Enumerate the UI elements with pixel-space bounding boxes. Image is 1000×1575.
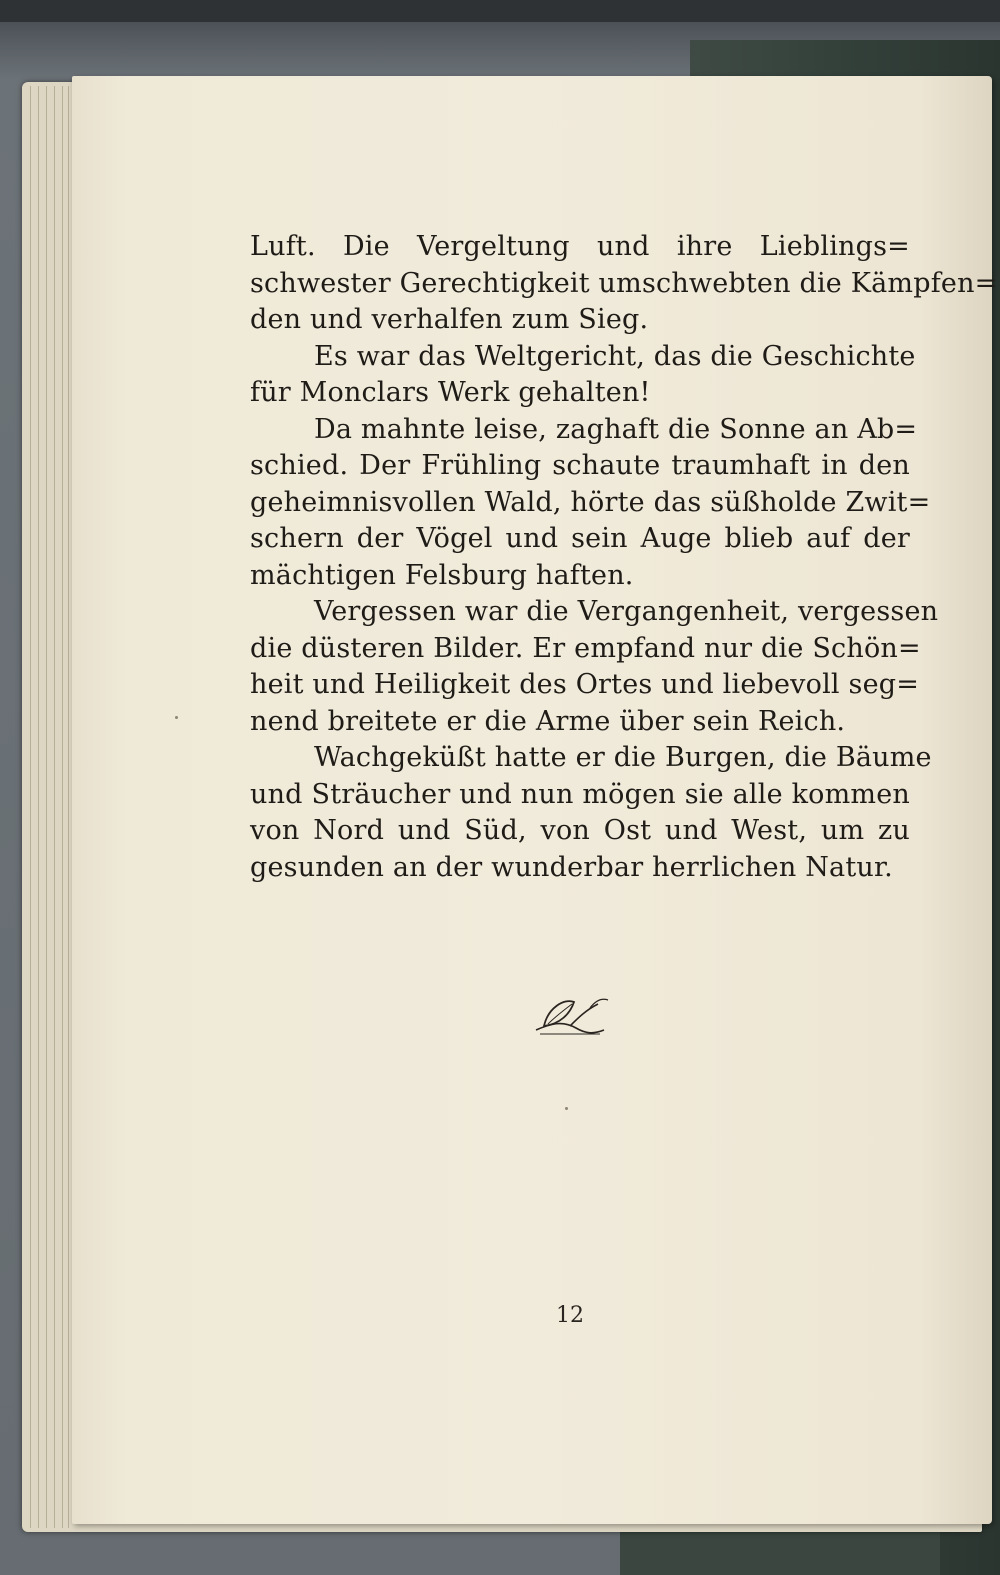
text-line: schwester Gerechtigkeit umschwebten die Kämpfen= [250,267,998,299]
text-line: Luft. Die Vergeltung und ihre Lieblings= [250,231,910,262]
page-edge-line [62,86,63,1528]
page-edge-line [38,86,39,1528]
paper-speck [565,1107,568,1110]
text-line: schied. Der Frühling schaute traumhaft in den [250,450,910,481]
text-line: heit und Heiligkeit des Ortes und liebevoll seg= [250,669,920,700]
text-line: mächtigen Felsburg haften. [250,559,634,591]
page-edge-line [30,86,31,1528]
text-line: Wachgeküßt hatte er die Burgen, die Bäume [314,742,932,773]
text-line: gesunden an der wunderbar herrlichen Natur. [250,851,893,883]
text-line: nend breitete er die Arme über sein Reich. [250,705,846,737]
page-edge-line [46,86,47,1528]
text-line: von Nord und Süd, von Ost und West, um zu [250,815,910,846]
text-line: geheimnisvollen Wald, hörte das süßholde Zwit= [250,486,931,518]
text-line: den und verhalfen zum Sieg. [250,304,649,335]
text-line: die düsteren Bilder. Er empfand nur die Schön= [250,632,921,664]
paper-speck [175,716,178,719]
page-edge-line [68,86,69,1528]
text-line: und Sträucher und nun mögen sie alle kommen [250,778,910,810]
page-edge-line [54,86,55,1528]
text-line: für Monclars Werk gehalten! [250,377,651,408]
text-line: Da mahnte leise, zaghaft die Sonne an Ab= [314,413,918,445]
page-number: 12 [556,1303,584,1328]
body-text [250,229,998,886]
text-line: Vergessen war die Vergangenheit, vergessen [314,596,939,627]
text-line: schern der Vögel und sein Auge blieb auf der [250,523,910,554]
dark-backdrop [0,0,1000,22]
leaf-vignette-icon [530,990,610,1040]
text-line: Es war das Weltgericht, das die Geschichte [314,340,916,372]
